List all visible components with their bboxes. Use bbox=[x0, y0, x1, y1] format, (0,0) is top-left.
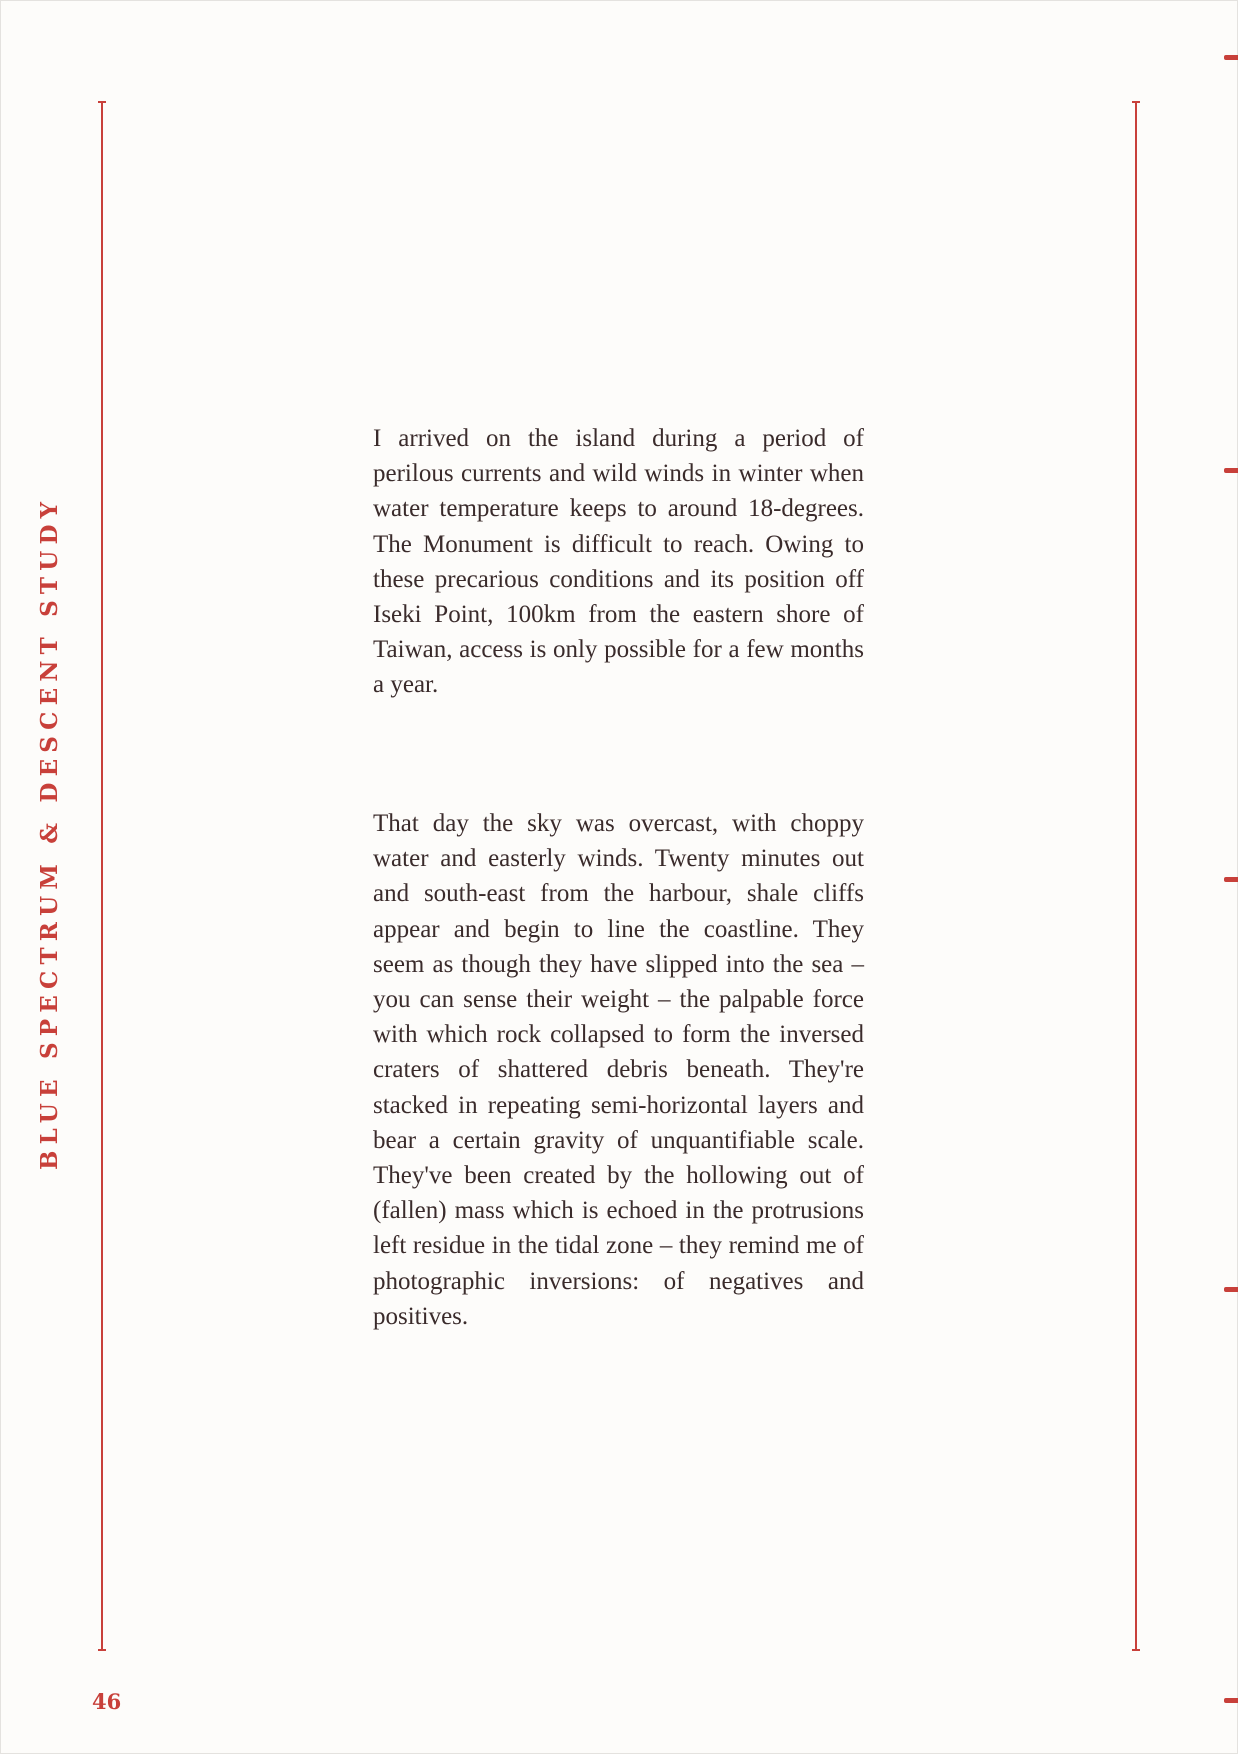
edge-tick-mark bbox=[1224, 1287, 1238, 1292]
left-margin-rule bbox=[101, 102, 103, 1650]
edge-tick-mark bbox=[1224, 468, 1238, 473]
right-rule-top-cap bbox=[1132, 101, 1140, 103]
edge-tick-mark bbox=[1224, 877, 1238, 882]
edge-tick-mark bbox=[1224, 1698, 1238, 1703]
left-rule-top-cap bbox=[98, 101, 106, 103]
left-rule-bottom-cap bbox=[98, 1649, 106, 1651]
edge-tick-mark bbox=[1224, 55, 1238, 60]
running-section-title: BLUE SPECTRUM & DESCENT STUDY bbox=[36, 495, 63, 1170]
paragraph: I arrived on the island during a period of perilous currents and wild winds in winter when water temperature keeps to around 18-degrees. The Monument is difficult to reach. Owing to these precarious conditions and its position off Iseki Point, 100km from the eastern shore of Taiwan, access is only possible for a few months a year. bbox=[373, 425, 864, 699]
page-number: 46 bbox=[92, 1689, 122, 1714]
right-rule-bottom-cap bbox=[1132, 1649, 1140, 1651]
body-text-block-2 bbox=[373, 806, 864, 1334]
body-text-block-1 bbox=[373, 421, 864, 703]
paragraph: That day the sky was overcast, with choppy water and easterly winds. Twenty minutes out and south-east from the harbour, shale cliffs appear and begin to line the coastline. They seem as though they have slipped into the sea – you can sense their weight – the palpable force with which rock collapsed to form the inversed craters of shattered debris beneath. They're stacked in repeating semi-horizontal layers and bear a certain gravity of unquantifiable scale. They've been created by the hollowing out of (fallen) mass which is echoed in the protrusions left residue in the tidal zone – they remind me of photographic inversions: of negatives and positives. bbox=[373, 810, 864, 1330]
right-margin-rule bbox=[1135, 102, 1137, 1650]
